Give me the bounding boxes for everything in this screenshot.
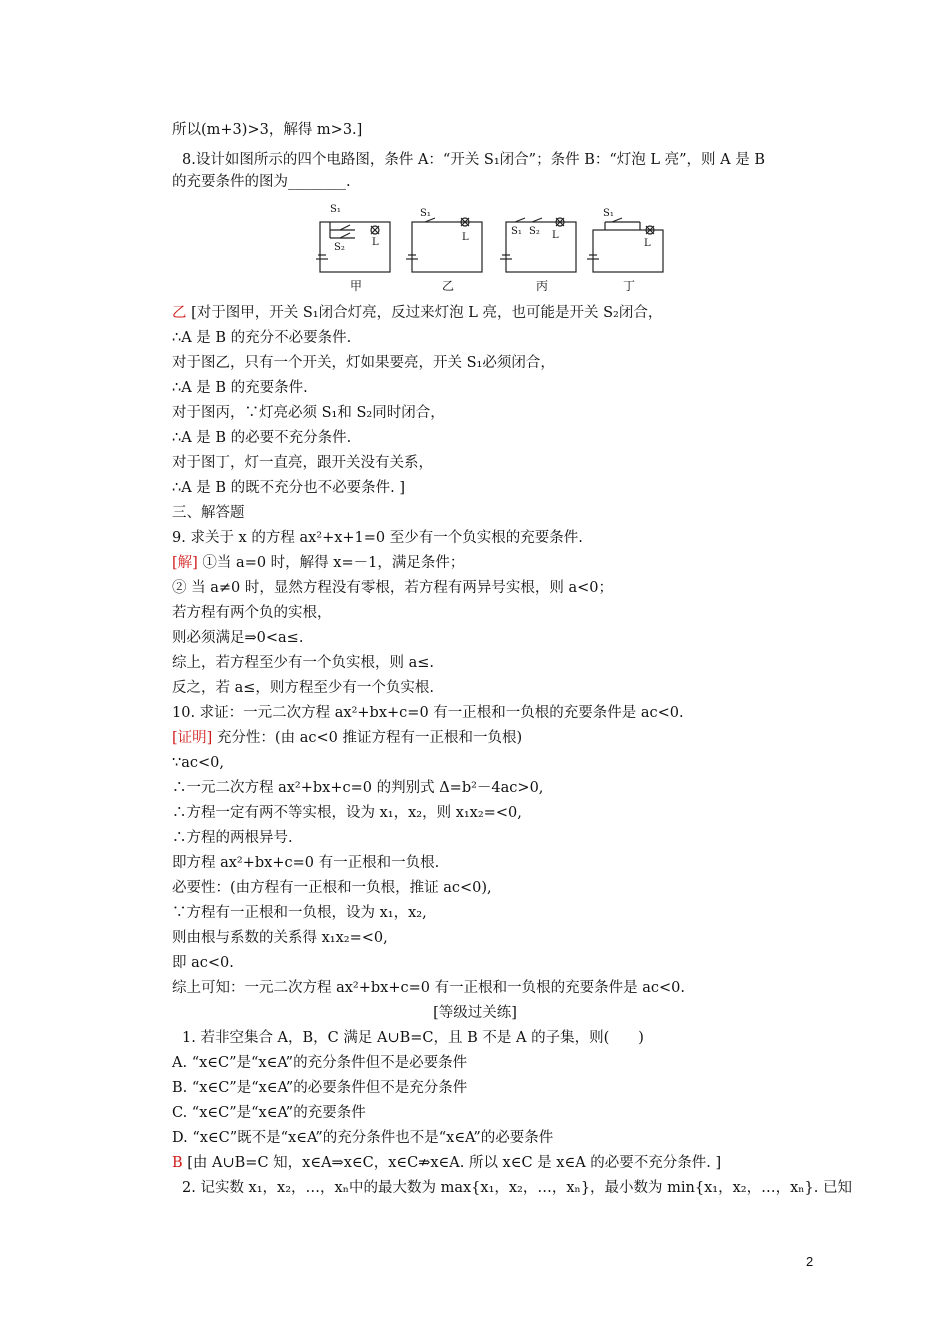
answer-8-line-5: 对于图丙，∵灯亮必须 S₁和 S₂同时闭合， [172,405,445,421]
solution-9-line-6: 反之，若 a≤，则方程至少有一个负实根. [172,680,435,696]
line-0: 所以(m+3)>3，解得 m>3.] [172,122,363,138]
caption-jia: 甲 [350,279,363,293]
label-s2-bing: S₂ [529,226,540,237]
section-heading: 三、解答题 [172,505,245,521]
solution-9-line-3: 若方程有两个负的实根， [172,605,332,621]
answer-8-line-2: ∴A 是 B 的充分不必要条件. [172,330,352,346]
label-s1-jia: S₁ [330,204,341,215]
proof-10-line-5: ∴方程的两根异号. [172,830,293,846]
proof-10-line-9: 则由根与系数的关系得 x₁x₂=<0, [172,930,388,946]
label-l-yi: L [462,232,469,243]
proof-10-line-3: ∴一元二次方程 ax²+bx+c=0 的判别式 Δ=b²－4ac>0, [172,780,544,796]
label-s1-bing: S₁ [511,226,522,237]
label-s1-ding: S₁ [603,208,614,219]
solution-9-line-1 [172,553,464,573]
option-b: B. “x∈C”是“x∈A”的必要条件但不是充分条件 [172,1080,468,1096]
proof-10-line-2: ∵ac<0, [172,755,224,771]
proof-10-line-7: 必要性：(由方程有一正根和一负根，推证 ac<0), [172,880,492,896]
label-l-jia: L [372,237,379,248]
page-number: 2 [806,1254,814,1269]
answer-8-line-6: ∴A 是 B 的必要不充分条件. [172,430,352,446]
solution-tag: [解] [172,555,198,571]
solution-9-line-4: 则必须满足⇒0<a≤. [172,630,304,646]
label-l-ding: L [644,238,651,249]
question-8-line-2: 的充要条件的图为________. [172,174,351,190]
practice-question-1: 1. 若非空集合 A，B，C 满足 A∪B=C，且 B 不是 A 的子集，则( ) [182,1030,644,1046]
option-c: C. “x∈C”是“x∈A”的充要条件 [172,1105,366,1121]
solution-text: ①当 a=0 时，解得 x=－1，满足条件； [197,555,465,571]
answer-8-line-3: 对于图乙，只有一个开关，灯如果要亮，开关 S₁必须闭合， [172,355,555,371]
caption-ding: 丁 [623,279,636,293]
answer-8-line-4: ∴A 是 B 的充要条件. [172,380,308,396]
label-s2-jia: S₂ [334,242,345,253]
answer-8-line-1 [172,303,662,323]
solution-9-line-5: 综上，若方程至少有一个负实根，则 a≤. [172,655,435,671]
question-10: 10. 求证：一元二次方程 ax²+bx+c=0 有一正根和一负根的充要条件是 ac<0. [172,705,684,721]
caption-bing: 丙 [536,279,549,293]
answer-8-line-8: ∴A 是 B 的既不充分也不必要条件. ] [172,480,406,496]
solution-9-line-2: ② 当 a≠0 时，显然方程没有零根，若方程有两异号实根，则 a<0； [172,580,613,596]
label-s1-yi: S₁ [420,208,431,219]
proof-10-line-8: ∵方程有一正根和一负根，设为 x₁，x₂, [172,905,427,921]
question-8-line-1: 8.设计如图所示的四个电路图，条件 A：“开关 S₁闭合”；条件 B：“灯泡 L 亮”，则 A 是 B [182,152,765,168]
proof-10-line-10: 即 ac<0. [172,955,234,971]
label-l-bing: L [552,230,559,241]
proof-tag: [证明] [172,730,213,746]
practice-heading: [等级过关练] [433,1005,517,1021]
option-d: D. “x∈C”既不是“x∈A”的充分条件也不是“x∈A”的必要条件 [172,1130,554,1146]
proof-10-line-1 [172,728,522,748]
proof-text: 充分性：(由 ac<0 推证方程有一正根和一负根) [212,730,523,746]
proof-10-line-11: 综上可知：一元二次方程 ax²+bx+c=0 有一正根和一负根的充要条件是 ac<0. [172,980,685,996]
question-9: 9. 求关于 x 的方程 ax²+x+1=0 至少有一个负实根的充要条件. [172,530,583,546]
caption-yi: 乙 [442,279,455,293]
practice-question-2: 2. 记实数 x₁，x₂，…，xₙ中的最大数为 max{x₁，x₂，…，xₙ}，最小数为 min{x₁，x₂，…，xₙ}. 已知 [182,1180,852,1196]
answer-tag: 乙 [172,305,187,321]
answer-explanation: [由 A∪B=C 知，x∈A⇒x∈C，x∈C⇏x∈A. 所以 x∈C 是 x∈A 的必要不充分条件. ] [182,1155,722,1171]
answer-letter: B [172,1155,183,1171]
option-a: A. “x∈C”是“x∈A”的充分条件但不是必要条件 [172,1055,468,1071]
practice-answer-1 [172,1153,721,1173]
proof-10-line-4: ∴方程一定有两不等实根，设为 x₁，x₂，则 x₁x₂=<0, [172,805,522,821]
answer-8-line-7: 对于图丁，灯一直亮，跟开关没有关系， [172,455,433,471]
answer-text: [对于图甲，开关 S₁闭合灯亮，反过来灯泡 L 亮，也可能是开关 S₂闭合， [186,305,663,321]
circuit-diagram [300,200,690,295]
proof-10-line-6: 即方程 ax²+bx+c=0 有一正根和一负根. [172,855,440,871]
circuit-figure [300,200,690,295]
